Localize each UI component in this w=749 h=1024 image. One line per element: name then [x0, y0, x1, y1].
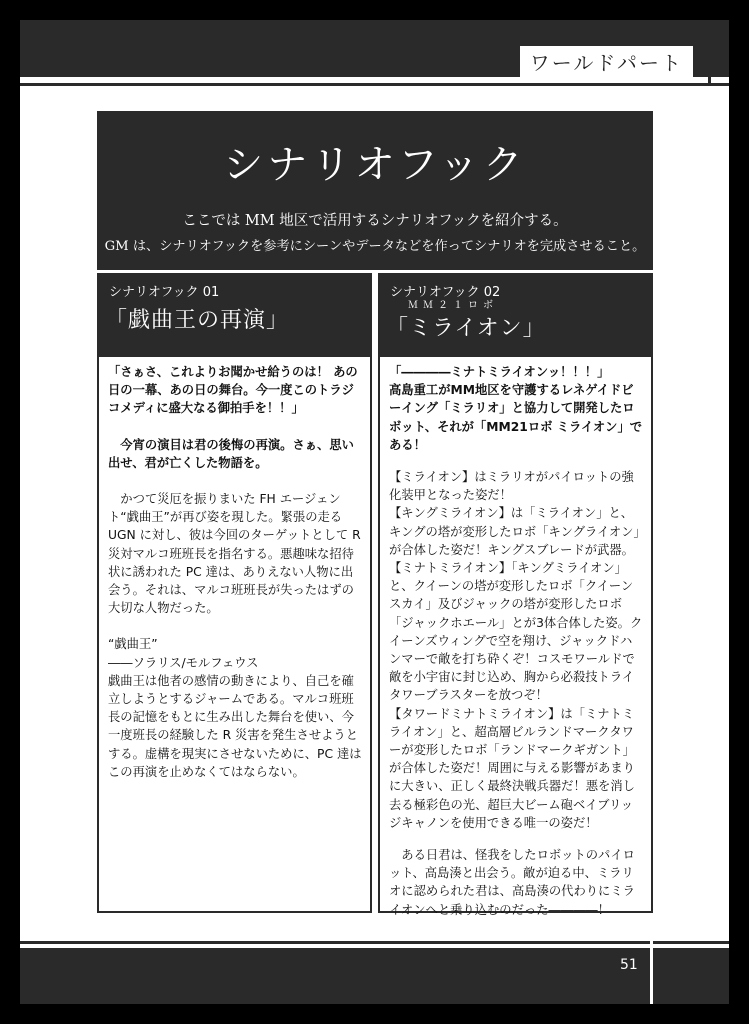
- hook-02-para-1: 【ミライオン】はミラリオがパイロットの強化装甲となった姿だ！: [389, 470, 634, 503]
- scenario-hook-02: [378, 273, 653, 917]
- hook-02-quote: 「――――ミナトミライオンッ！！！」: [389, 365, 610, 379]
- hook-02-para-3: 【ミナトミライオン】「キングミライオン」と、クイーンの塔が変形したロボ「クイーンスカイ」及びジャックの塔が変形したロボ「ジャックホエール」とが3体合体した姿。クイーンズウィングで空を翔け、ジャックドハンマーで敵を打ち砕くぞ！コスモワールドで敵を小宇宙に封じ込め、胸から必殺技トライタワーブラスターを放つぞ！: [389, 561, 643, 703]
- header-vertical-rule: [708, 20, 711, 86]
- intro-line-1: ここでは MM 地区で活用するシナリオフックを紹介する。: [182, 213, 568, 229]
- intro-text: [97, 209, 653, 259]
- hook-01-npc-syndrome: ――ソラリス/モルフェウス: [108, 655, 259, 670]
- hook-02-title: 「ミライオン」: [386, 316, 546, 341]
- hook-02-para-2: 【キングミライオン】は「ミライオン」と、キングの塔が変形したロボ「キングライオン」が合体した姿だ！キングスブレードが武器。: [389, 506, 640, 557]
- hook-02-para-4: 【タワードミナトミライオン】は「ミナトミライオン」と、超高層ビルランドマークタワーが変形したロボ「ランドマークギガント」が合体した姿だ！周囲に与える影響があまりに大きい、正しく最終決戦兵器だ！悪を消し去る極彩色の光、超巨大ビーム砲ベイブリッジキャノンを使用できる唯一の姿だ！: [389, 706, 635, 830]
- hook-01-body: [108, 363, 363, 781]
- hook-02-body: [389, 363, 644, 919]
- hook-01-title: 「戯曲王の再演」: [105, 308, 290, 333]
- hook-01-quote: 「さぁさ、これよりお聞かせ給うのは！ あの日の一幕、あの日の舞台。今一度このトラジコメディに盛大なる御拍手を！！」: [108, 365, 358, 416]
- page-title: シナリオフック: [223, 142, 527, 188]
- hook-01-npc-description: 戯曲王は他者の感情の動きにより、自己を確立しようとするジャームである。マルコ班班長の記憶をもとに生み出した舞台を使い、今一度班長の経験した R 災害を発生させようとする。虚構を現実にさせないために、PC 達はこの再演を止めなくてはならない。: [108, 673, 362, 779]
- footer-vertical-rule: [650, 941, 653, 1004]
- hook-01-paragraph: かつて災厄を振りまいた FH エージェント“戯曲王”が再び姿を現した。緊張の走る UGN に対し、彼は今回のターゲットとして R 災対マルコ班班長を指名する。悪趣味な招待状に誘われた PC 達は、ありえない人物に出会う。それは、マルコ班班長が失ったはずの大切な人物だった。: [108, 492, 361, 616]
- hook-02-ruby: ＭＭ２１ロボ: [408, 300, 498, 311]
- hook-02-header: [380, 275, 651, 357]
- intro-line-2: GM は、シナリオフックを参考にシーンやデータなどを作ってシナリオを完成させること。: [104, 239, 646, 254]
- title-box: [97, 111, 653, 270]
- page-number: 51: [620, 957, 638, 973]
- hook-02-lead: 高島重工がMM地区を守護するレネゲイドビーイング「ミラリオ」と協力して開発したロボット、それが「MM21ロボ ミライオン」である！: [389, 383, 643, 452]
- hook-01-npc-name: “戯曲王”: [108, 637, 158, 652]
- hook-01-header: [99, 275, 370, 357]
- hook-02-label: シナリオフック 02: [390, 285, 501, 300]
- hook-02-outro: ある日君は、怪我をしたロボットのパイロット、高島湊と出会う。敵が迫る中、ミラリオに認められた君は、高島湊の代わりにミライオンへと乗り込むのだった――――！: [389, 848, 635, 917]
- header-rule: [20, 83, 729, 86]
- hook-01-label: シナリオフック 01: [109, 285, 220, 300]
- page: [20, 20, 729, 1004]
- hook-01-lead: 今宵の演目は君の後悔の再演。さぁ、思い出せ、君が亡くした物語を。: [108, 437, 354, 470]
- footer-rule: [20, 941, 729, 944]
- section-title: ワールドパート: [520, 46, 693, 80]
- scenario-hook-01: [97, 273, 372, 913]
